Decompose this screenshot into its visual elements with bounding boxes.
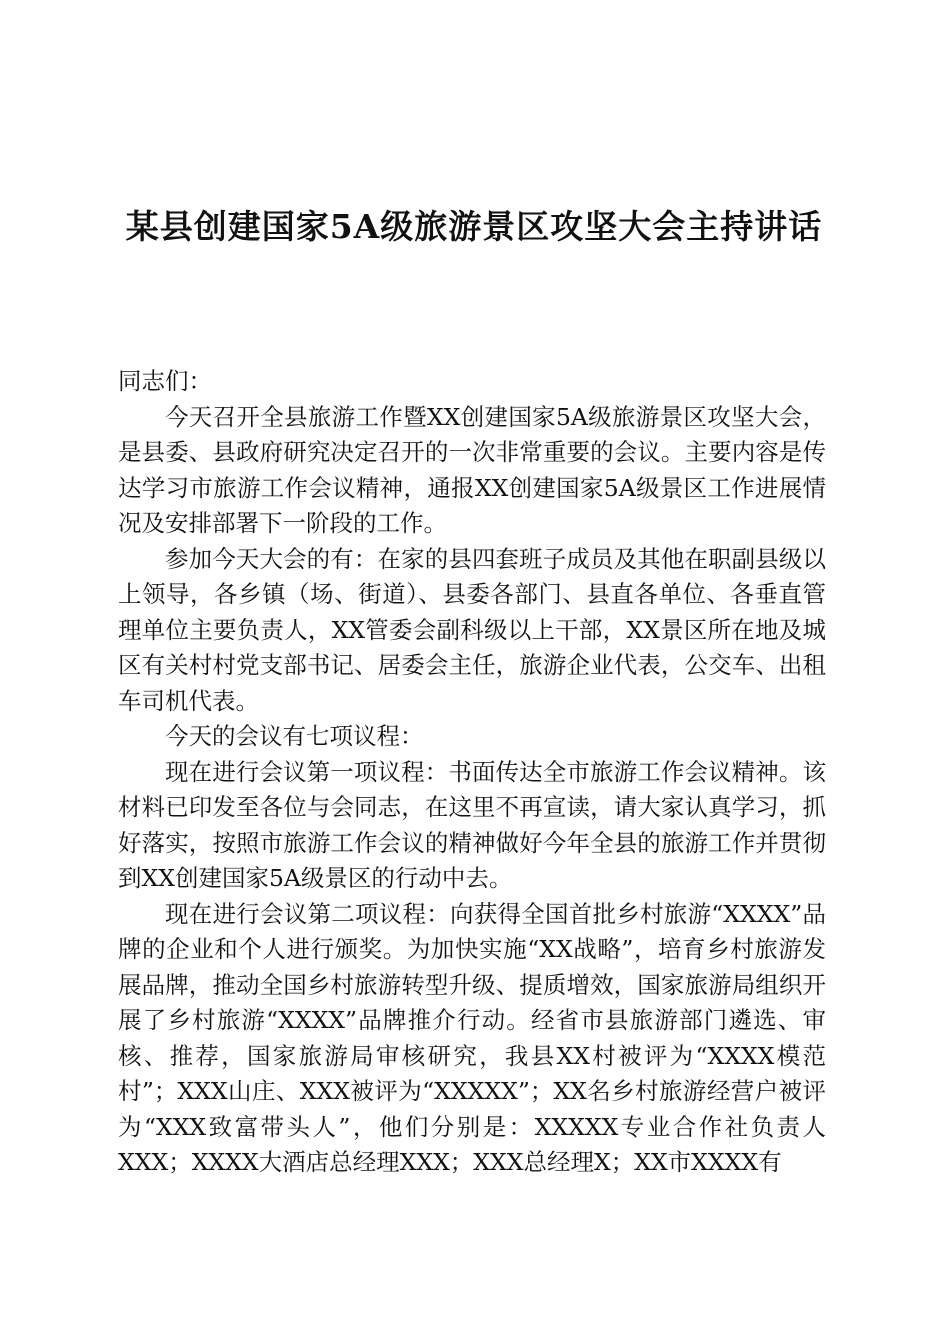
paragraph-agenda-item-1: 现在进行会议第一项议程：书面传达全市旅游工作会议精神。该材料已印发至各位与会同志，在这里不再宣读，请大家认真学习，抓好落实，按照市旅游工作会议的精神做好今年全县的旅游工作并贯彻到XX创建国家5A级景区的行动中去。 bbox=[118, 757, 826, 892]
paragraph-agenda-intro: 今天的会议有七项议程： bbox=[165, 722, 424, 750]
document-title: 某县创建国家5A级旅游景区攻坚大会主持讲话 bbox=[125, 207, 823, 246]
document-body bbox=[118, 364, 826, 1181]
paragraph-attendees: 参加今天大会的有：在家的县四套班子成员及其他在职副县级以上领导，各乡镇（场、街道）、县委各部门、县直各单位、各垂直管理单位主要负责人，XX管委会副科级以上干部，XX景区所在地及城区有关村村党支部书记、居委会主任，旅游企业代表，公交车、出租车司机代表。 bbox=[118, 544, 826, 715]
salutation: 同志们： bbox=[118, 367, 212, 395]
paragraph-opening: 今天召开全县旅游工作暨XX创建国家5A级旅游景区攻坚大会，是县委、县政府研究决定召开的一次非常重要的会议。主要内容是传达学习市旅游工作会议精神，通报XX创建国家5A级景区工作进展情况及安排部署下一阶段的工作。 bbox=[118, 402, 826, 537]
paragraph-agenda-item-2: 现在进行会议第二项议程：向获得全国首批乡村旅游“XXXX”品牌的企业和个人进行颁奖。为加快实施“XX战略”，培育乡村旅游发展品牌，推动全国乡村旅游转型升级、提质增效，国家旅游局组织开展了乡村旅游“XXXX”品牌推介行动。经省市县旅游部门遴选、审核、推荐，国家旅游局审核研究，我县XX村被评为“XXXX模范村”；XXX山庄、XXX被评为“XXXXX”；XX名乡村旅游经营户被评为“XXX致富带头人”，他们分别是：XXXXX专业合作社负责人XXX；XXXX大酒店总经理XXX；XXX总经理X；XX市XXXX有 bbox=[118, 899, 826, 1176]
